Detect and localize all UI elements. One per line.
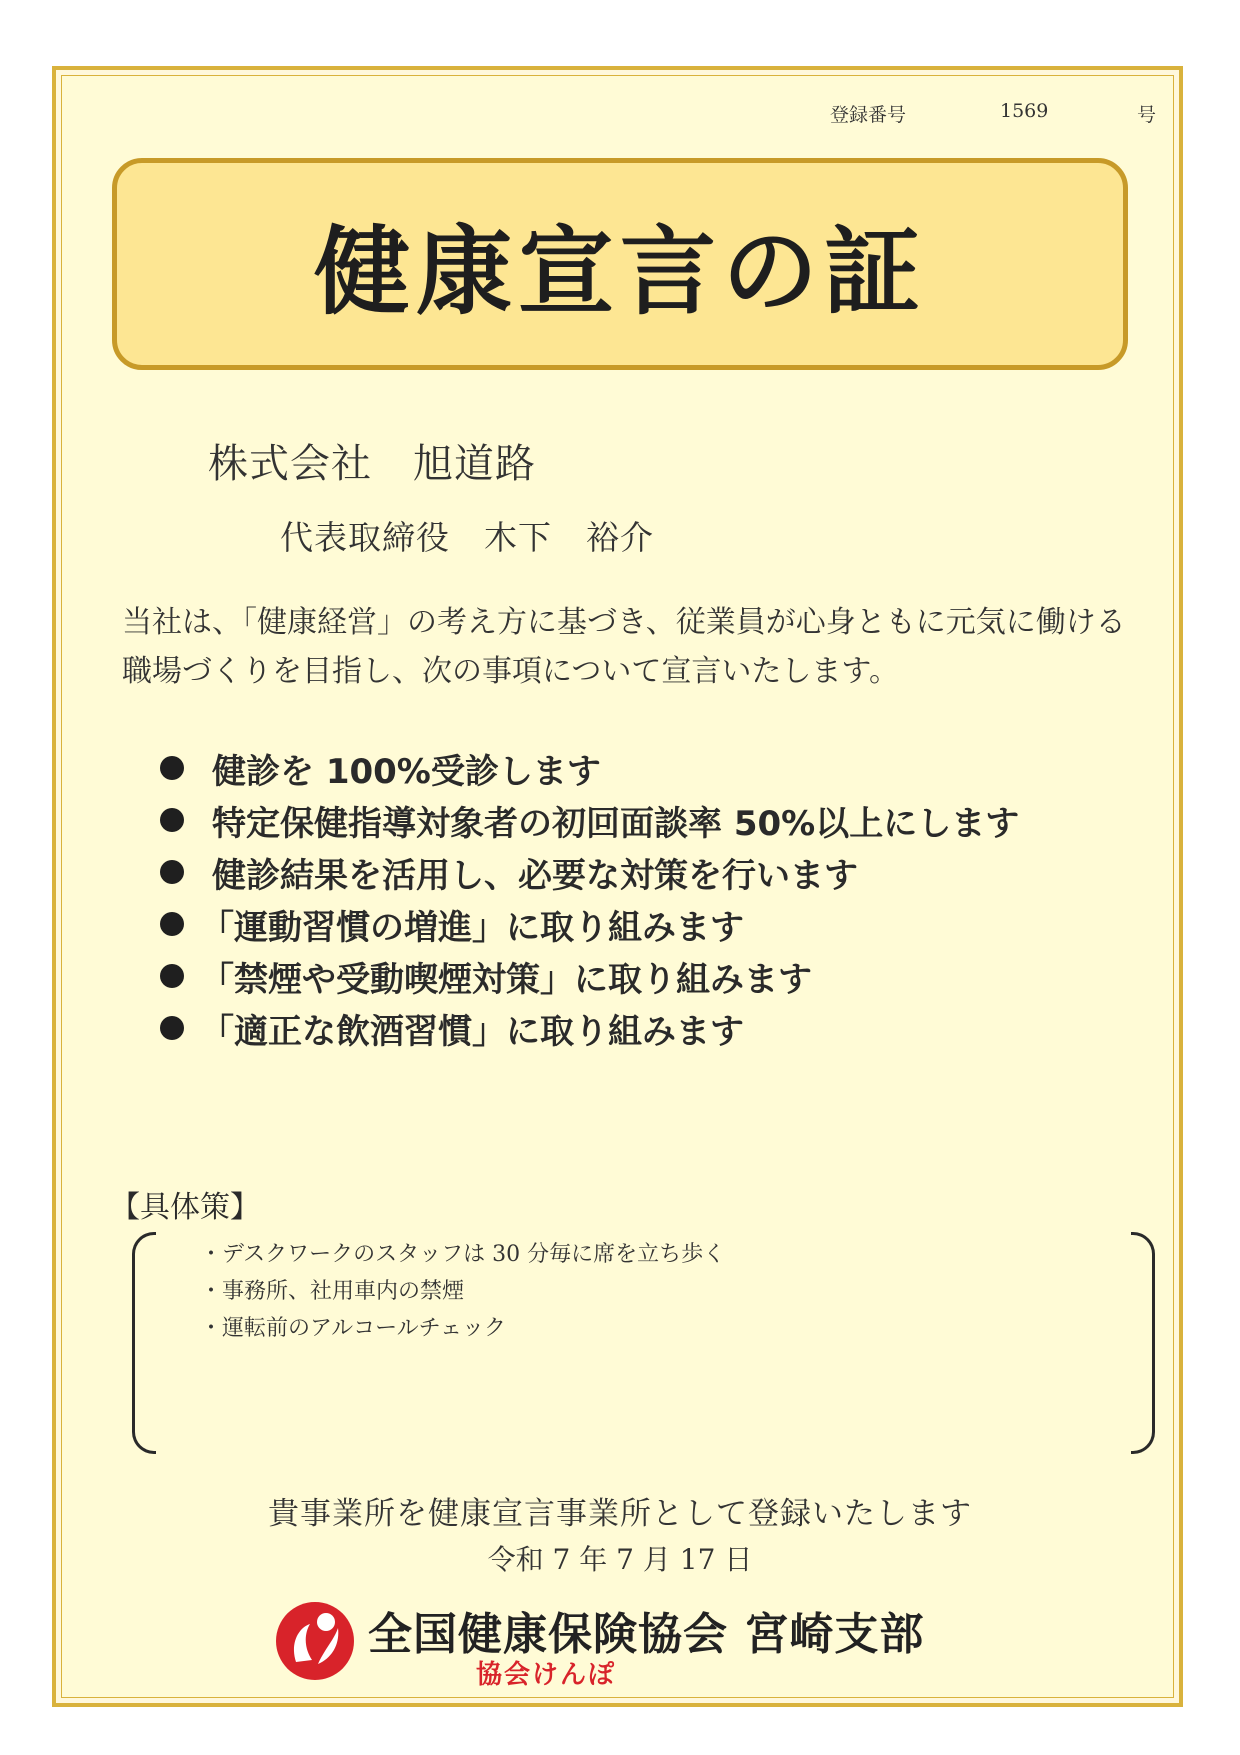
measure-item: ・運転前のアルコールチェック <box>200 1316 507 1341</box>
declaration-intro: 当社は、「健康経営」の考え方に基づき、従業員が心身ともに元気に働ける職場づくりを目指し、次の事項について宣言いたします。 <box>122 605 1126 689</box>
left-bracket <box>132 1232 156 1454</box>
issuer-subname: 協会けんぽ <box>476 1660 617 1690</box>
measure-item: ・デスクワークのスタッフは 30 分毎に席を立ち歩く <box>200 1242 726 1267</box>
issuer-name: 全国健康保険協会 宮崎支部 <box>368 1609 925 1660</box>
pledge-text: 「禁煙や受動喫煙対策」に取り組みます <box>200 959 812 1000</box>
pledge-item <box>160 950 1019 1002</box>
issue-date: 令和 7 年 7 月 17 日 <box>487 1543 753 1576</box>
right-bracket <box>1131 1232 1155 1454</box>
bullet-icon <box>160 756 184 780</box>
company-name: 株式会社 旭道路 <box>208 441 536 487</box>
bullet-icon <box>160 860 184 884</box>
pledge-text: 健診結果を活用し、必要な対策を行います <box>212 855 858 896</box>
registration-label: 登録番号 <box>830 104 907 126</box>
pledge-text: 「適正な飲酒習慣」に取り組みます <box>200 1011 744 1052</box>
bullet-icon <box>160 808 184 832</box>
pledge-item <box>160 742 1019 794</box>
registration-suffix: 号 <box>1137 104 1157 126</box>
representative-name: 代表取締役 木下 裕介 <box>280 518 654 557</box>
pledge-text: 「運動習慣の増進」に取り組みます <box>200 907 744 948</box>
pledge-list <box>160 742 1019 1054</box>
bullet-icon <box>160 1016 184 1040</box>
bullet-icon <box>160 964 184 988</box>
measure-item: ・事務所、社用車内の禁煙 <box>200 1279 465 1304</box>
certificate-title: 健康宣言の証 <box>314 214 926 328</box>
pledge-item <box>160 794 1019 846</box>
pledge-item <box>160 846 1019 898</box>
pledge-item <box>160 898 1019 950</box>
measures-heading: 【具体策】 <box>110 1190 260 1225</box>
registration-statement: 貴事業所を健康宣言事業所として登録いたします <box>268 1496 972 1532</box>
bullet-icon <box>160 912 184 936</box>
registration-number: 1569 <box>1000 100 1049 122</box>
title-banner <box>112 158 1128 370</box>
pledge-text: 健診を 100%受診します <box>212 751 601 792</box>
kyokai-kenpo-logo-icon <box>274 1600 356 1682</box>
pledge-item <box>160 1002 1019 1054</box>
measures-list <box>200 1236 725 1347</box>
pledge-text: 特定保健指導対象者の初回面談率 50%以上にします <box>212 803 1020 844</box>
